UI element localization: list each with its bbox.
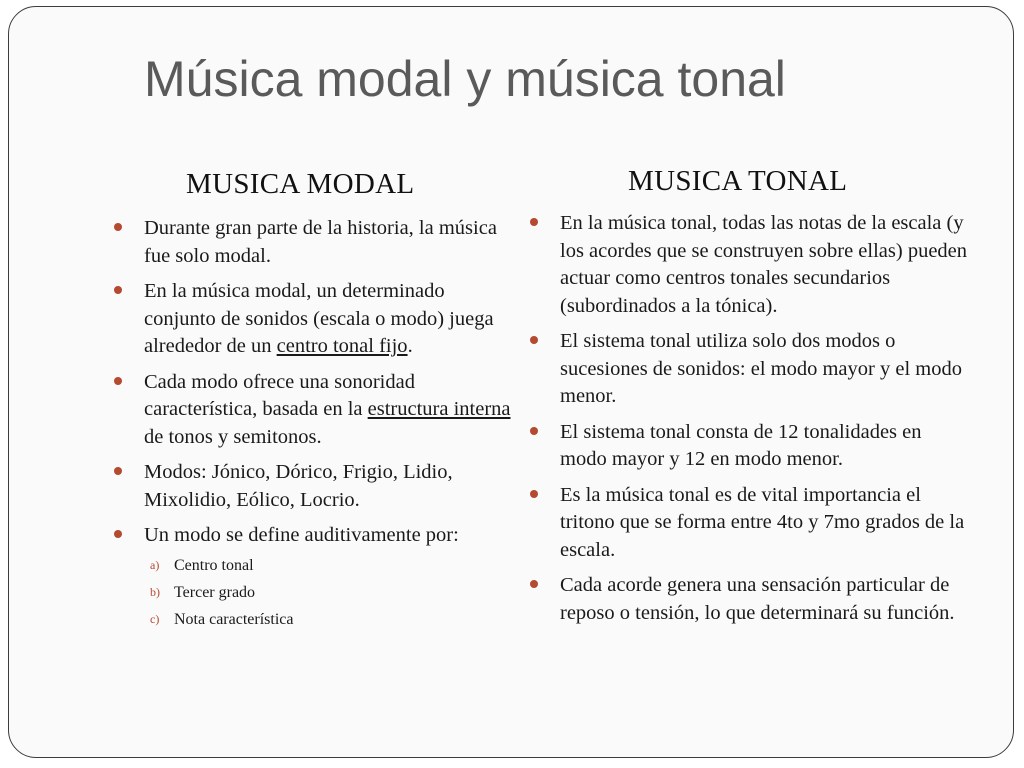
bullet-dot-icon <box>530 427 538 435</box>
bullet-text: de tonos y semitonos. <box>144 425 322 448</box>
modal-bullet-item <box>114 522 514 550</box>
modal-column-heading: MUSICA MODAL <box>186 168 415 200</box>
bullet-dot-icon <box>114 223 122 231</box>
tonal-bullet-item <box>530 210 970 320</box>
bullet-dot-icon <box>530 336 538 344</box>
bullet-dot-icon <box>114 286 122 294</box>
bullet-text: En la música tonal, todas las notas de la escala (y los acordes que se construyen sobre ellas) pueden actuar como centros tonales secundarios (subordinados a la tónica). <box>560 212 968 317</box>
bullet-text: Cada acorde genera una sensación particular de reposo o tensión, lo que determinará su función. <box>560 574 955 624</box>
modal-bullet-item <box>114 215 514 270</box>
tonal-column-heading: MUSICA TONAL <box>628 165 848 197</box>
modal-bullet-item <box>114 369 514 452</box>
tonal-column <box>530 210 970 635</box>
bullet-dot-icon <box>114 377 122 385</box>
sub-list-item <box>114 579 514 606</box>
sub-list-item <box>114 552 514 579</box>
sub-list-text: Centro tonal <box>174 556 254 574</box>
tonal-bullet-item <box>530 419 970 474</box>
tonal-bullet-item <box>530 572 970 627</box>
bullet-dot-icon <box>530 490 538 498</box>
bullet-dot-icon <box>530 580 538 588</box>
modal-bullet-list <box>114 215 514 550</box>
sub-list-marker: c) <box>150 611 160 626</box>
tonal-bullet-item <box>530 328 970 411</box>
underlined-term: estructura interna <box>367 398 511 420</box>
bullet-text: El sistema tonal utiliza solo dos modos o sucesiones de sonidos: el modo mayor y el modo menor. <box>560 330 962 407</box>
sub-list-text: Tercer grado <box>174 583 256 601</box>
bullet-text: Cada modo ofrece una sonoridad característica, basada en la <box>144 370 415 420</box>
tonal-bullet-item <box>530 482 970 565</box>
sub-list-item <box>114 606 514 633</box>
sub-list-marker: b) <box>150 584 160 599</box>
bullet-text: Es la música tonal es de vital importancia el tritono que se forma entre 4to y 7mo grados de la escala. <box>560 483 965 561</box>
bullet-text: Durante gran parte de la historia, la música fue solo modal. <box>144 217 497 267</box>
bullet-text: Modos: Jónico, Dórico, Frigio, Lidio, Mixolidio, Eólico, Locrio. <box>144 461 453 511</box>
slide-title: Música modal y música tonal <box>144 51 786 107</box>
bullet-text: El sistema tonal consta de 12 tonalidades en modo mayor y 12 en modo menor. <box>560 420 922 470</box>
sub-list-marker: a) <box>150 557 160 572</box>
bullet-dot-icon <box>530 218 538 226</box>
sub-list-text: Nota característica <box>174 610 294 628</box>
bullet-text: Un modo se define auditivamente por: <box>144 524 459 546</box>
bullet-text: . <box>407 335 413 357</box>
modal-bullet-item <box>114 278 514 361</box>
modal-bullet-item <box>114 459 514 514</box>
bullet-dot-icon <box>114 467 122 475</box>
modal-column <box>114 215 514 633</box>
tonal-bullet-list <box>530 210 970 627</box>
bullet-text: En la música modal, un determinado conjunto de sonidos (escala o modo) juega alrededor de un <box>144 280 494 357</box>
bullet-dot-icon <box>114 530 122 538</box>
sub-list <box>114 552 514 633</box>
underlined-term: centro tonal fijo <box>276 335 408 357</box>
